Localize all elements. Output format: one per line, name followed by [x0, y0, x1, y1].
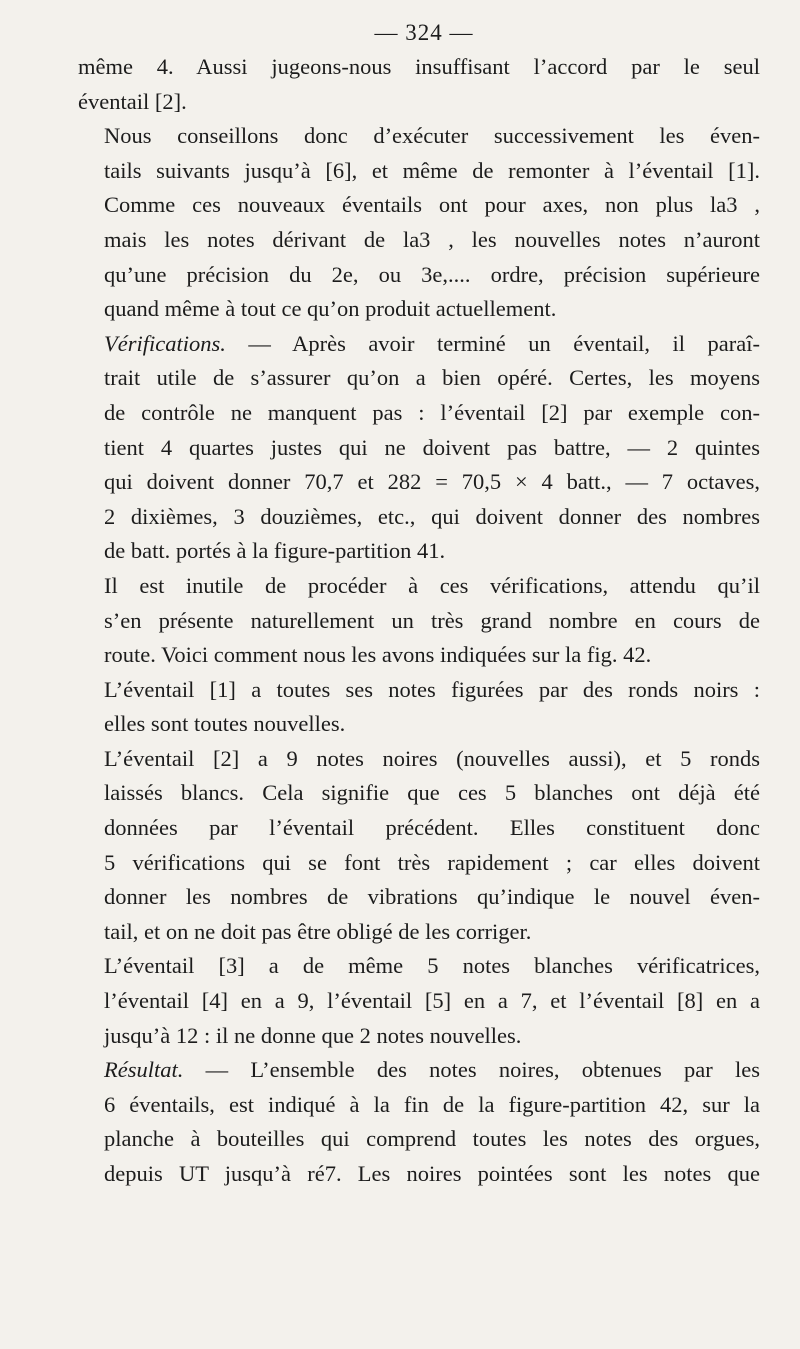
text-line: qui doivent donner 70,7 et 282 = 70,5 × 4 batt., — 7 octaves,	[104, 469, 760, 495]
text-line: jusqu’à 12 : il ne donne que 2 notes nouvelles.	[104, 1022, 522, 1048]
text-line: L’éventail [2] a 9 notes noires (nouvelles aussi), et 5 ronds	[104, 745, 760, 771]
text-fragment: — Après avoir terminé un éventail, il paraî-	[248, 330, 760, 356]
text-line: l’éventail [4] en a 9, l’éventail [5] en a 7, et l’éventail [8] en a	[104, 988, 760, 1014]
paragraph-5	[78, 673, 760, 742]
text-line: route. Voici comment nous les avons indiquées sur la fig. 42.	[104, 642, 652, 668]
text-line: qu’une précision du 2e, ou 3e,.... ordre, précision supérieure	[104, 261, 760, 287]
paragraph-1	[78, 50, 760, 119]
text-line: Il est inutile de procéder à ces vérifications, attendu qu’il	[104, 572, 760, 598]
section-lead: Vérifications.	[104, 330, 226, 356]
text-line: Nous conseillons donc d’exécuter successivement les éven-	[104, 123, 760, 149]
text-line: trait utile de s’assurer qu’on a bien opéré. Certes, les moyens	[104, 365, 760, 391]
paragraph-2	[78, 119, 760, 327]
paragraph-6	[78, 742, 760, 950]
paragraph-4	[78, 569, 760, 673]
section-lead: Résultat.	[104, 1057, 184, 1083]
text-line: tail, et on ne doit pas être obligé de les corriger.	[104, 918, 532, 944]
text-line: de batt. portés à la figure-partition 41.	[104, 538, 446, 564]
text-line: elles sont toutes nouvelles.	[104, 711, 346, 737]
body-text	[78, 50, 760, 1192]
text-line	[78, 327, 760, 362]
page-number: — 324 —	[374, 20, 474, 45]
text-line: données par l’éventail précédent. Elles constituent donc	[104, 815, 760, 841]
text-line: L’éventail [3] a de même 5 notes blanches vérificatrices,	[104, 953, 760, 979]
text-line: tient 4 quartes justes qui ne doivent pas battre, — 2 quintes	[104, 434, 760, 460]
text-line: quand même à tout ce qu’on produit actuellement.	[104, 296, 557, 322]
text-line: s’en présente naturellement un très grand nombre en cours de	[104, 607, 760, 633]
text-fragment: — L’ensemble des notes noires, obtenues par les	[205, 1057, 760, 1083]
text-line: éventail [2].	[78, 88, 187, 114]
text-line: mais les notes dérivant de la3 , les nouvelles notes n’auront	[104, 226, 760, 252]
text-line: tails suivants jusqu’à [6], et même de remonter à l’éventail [1].	[104, 157, 760, 183]
text-line: 5 vérifications qui se font très rapidement ; car elles doivent	[104, 849, 760, 875]
paragraph-7	[78, 949, 760, 1053]
text-line: de contrôle ne manquent pas : l’éventail [2] par exemple con-	[104, 399, 760, 425]
text-line	[78, 1053, 760, 1088]
text-line: Comme ces nouveaux éventails ont pour axes, non plus la3 ,	[104, 192, 760, 218]
text-line: depuis UT jusqu’à ré7. Les noires pointées sont les notes que	[104, 1161, 760, 1186]
text-line: 2 dixièmes, 3 douzièmes, etc., qui doivent donner des nombres	[104, 503, 760, 529]
text-line: donner les nombres de vibrations qu’indique le nouvel éven-	[104, 884, 760, 910]
paragraph-verifications	[78, 327, 760, 569]
paragraph-resultat	[78, 1053, 760, 1191]
text-line: même 4. Aussi jugeons-nous insuffisant l’accord par le seul	[78, 54, 760, 79]
text-line: laissés blancs. Cela signifie que ces 5 blanches ont déjà été	[104, 780, 760, 806]
text-line: planche à bouteilles qui comprend toutes les notes des orgues,	[104, 1126, 760, 1152]
text-line: 6 éventails, est indiqué à la fin de la figure-partition 42, sur la	[104, 1091, 760, 1117]
text-line: L’éventail [1] a toutes ses notes figurées par des ronds noirs :	[104, 676, 760, 702]
